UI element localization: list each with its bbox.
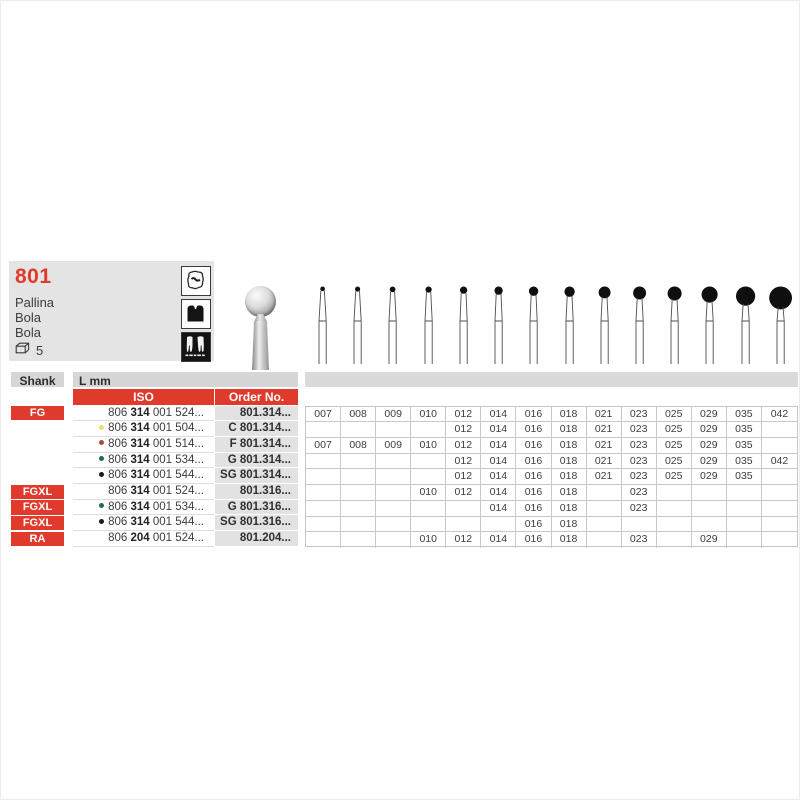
- length-header: L mm: [73, 372, 298, 387]
- product-name: Bola: [15, 325, 42, 340]
- size-cell-empty: [762, 517, 797, 533]
- iso-prefix: 806: [108, 437, 128, 450]
- size-cell-empty: [376, 517, 411, 533]
- size-cell-empty: [692, 517, 727, 533]
- size-cell-023: 023: [622, 485, 657, 501]
- size-cell-007: 007: [306, 407, 341, 423]
- pack-quantity: 5: [36, 342, 44, 358]
- iso-bold-part: 314: [130, 516, 150, 529]
- size-cell-010: 010: [411, 407, 446, 423]
- size-cell-empty: [587, 485, 622, 501]
- iso-cell: [73, 468, 214, 484]
- size-cell-empty: [341, 422, 376, 438]
- size-cell-empty: [341, 485, 376, 501]
- size-cell-empty: [622, 517, 657, 533]
- bur-silhouette-007: [305, 285, 340, 365]
- size-cell-018: 018: [552, 454, 587, 470]
- size-cell-018: 018: [552, 517, 587, 533]
- size-cell-023: 023: [622, 422, 657, 438]
- size-cell-empty: [376, 532, 411, 548]
- size-cell-empty: [657, 517, 692, 533]
- shank-badge-fgxl-row5: FGXL: [11, 485, 64, 499]
- size-cell-035: 035: [727, 407, 762, 423]
- size-cell-010: 010: [411, 438, 446, 454]
- iso-cell: [73, 453, 214, 469]
- size-cell-empty: [376, 422, 411, 438]
- size-cell-010: 010: [411, 485, 446, 501]
- size-cell-016: 016: [516, 532, 551, 548]
- size-cell-029: 029: [692, 422, 727, 438]
- iso-cell: [73, 500, 214, 516]
- size-cell-014: 014: [481, 454, 516, 470]
- bur-silhouette-009: [375, 285, 410, 365]
- size-cell-014: 014: [481, 532, 516, 548]
- iso-prefix: 806: [108, 500, 128, 513]
- size-cell-empty: [657, 501, 692, 517]
- size-availability-grid: [305, 406, 798, 548]
- iso-bold-part: 314: [130, 437, 150, 450]
- iso-suffix: 001 514...: [152, 437, 204, 450]
- size-cell-029: 029: [692, 532, 727, 548]
- size-cell-008: 008: [341, 407, 376, 423]
- size-cell-025: 025: [657, 454, 692, 470]
- bur-photo-shaft: [252, 321, 269, 370]
- size-cell-018: 018: [552, 438, 587, 454]
- size-cell-012: 012: [446, 532, 481, 548]
- grit-dot-black: [99, 472, 104, 477]
- size-cell-012: 012: [446, 438, 481, 454]
- size-cell-empty: [587, 532, 622, 548]
- size-cell-empty: [587, 517, 622, 533]
- size-cell-empty: [762, 485, 797, 501]
- order-number-cell: 801.314...: [215, 406, 298, 422]
- iso-bold-part: 314: [130, 453, 150, 466]
- size-cell-empty: [762, 501, 797, 517]
- size-cell-empty: [376, 469, 411, 485]
- size-cell-empty: [306, 454, 341, 470]
- size-cell-empty: [762, 422, 797, 438]
- iso-suffix: 001 544...: [152, 469, 204, 482]
- bur-silhouette-016: [516, 285, 551, 365]
- size-cell-empty: [446, 501, 481, 517]
- iso-bold-part: 314: [130, 406, 150, 419]
- iso-suffix: 001 504...: [152, 422, 204, 435]
- iso-prefix: 806: [108, 532, 128, 545]
- size-cell-023: 023: [622, 438, 657, 454]
- size-cell-035: 035: [727, 469, 762, 485]
- size-cell-014: 014: [481, 501, 516, 517]
- size-cell-042: 042: [762, 454, 797, 470]
- iso-cell: [73, 515, 214, 531]
- size-cell-014: 014: [481, 438, 516, 454]
- product-name: Bola: [15, 310, 42, 325]
- size-cell-016: 016: [516, 454, 551, 470]
- size-cell-empty: [376, 454, 411, 470]
- size-cell-016: 016: [516, 469, 551, 485]
- size-cell-021: 021: [587, 438, 622, 454]
- size-cell-empty: [587, 501, 622, 517]
- size-cell-empty: [762, 469, 797, 485]
- iso-prefix: 806: [108, 422, 128, 435]
- size-cell-empty: [341, 454, 376, 470]
- bur-silhouette-008: [340, 285, 375, 365]
- size-cell-014: 014: [481, 407, 516, 423]
- shank-badge-fg-row0: FG: [11, 406, 64, 420]
- size-cell-empty: [657, 532, 692, 548]
- size-cell-025: 025: [657, 469, 692, 485]
- bur-silhouette-012: [446, 285, 481, 365]
- bur-silhouette-042: [763, 285, 798, 365]
- grit-dot-green: [99, 503, 104, 508]
- size-cell-012: 012: [446, 407, 481, 423]
- iso-cell: [73, 437, 214, 453]
- size-cell-empty: [657, 485, 692, 501]
- iso-cell: [73, 406, 214, 422]
- size-cell-042: 042: [762, 407, 797, 423]
- order-number-cell: 801.204...: [215, 531, 298, 547]
- pack-quantity-row: [15, 341, 43, 359]
- size-cell-empty: [306, 469, 341, 485]
- size-cell-029: 029: [692, 454, 727, 470]
- shank-column-header: Shank: [11, 372, 64, 387]
- order-number-cell: G 801.314...: [215, 453, 298, 469]
- order-number-cell: G 801.316...: [215, 500, 298, 516]
- iso-suffix: 001 524...: [152, 485, 204, 497]
- size-cell-empty: [727, 517, 762, 533]
- size-cell-018: 018: [552, 422, 587, 438]
- size-cell-035: 035: [727, 454, 762, 470]
- size-cell-021: 021: [587, 469, 622, 485]
- bur-silhouette-010: [411, 285, 446, 365]
- iso-cell: [73, 421, 214, 437]
- bur-silhouette-023: [622, 285, 657, 365]
- size-cell-010: 010: [411, 532, 446, 548]
- iso-suffix: 001 524...: [152, 406, 204, 419]
- iso-column-header: ISO: [73, 389, 214, 405]
- size-cell-009: 009: [376, 438, 411, 454]
- size-cell-empty: [727, 485, 762, 501]
- size-cell-empty: [727, 501, 762, 517]
- iso-bold-part: 314: [130, 422, 150, 435]
- size-cell-empty: [411, 454, 446, 470]
- size-cell-empty: [306, 422, 341, 438]
- size-cell-empty: [762, 438, 797, 454]
- iso-suffix: 001 534...: [152, 453, 204, 466]
- size-cell-empty: [411, 501, 446, 517]
- size-cell-029: 029: [692, 407, 727, 423]
- size-cell-023: 023: [622, 407, 657, 423]
- shank-badge-fgxl-row7: FGXL: [11, 516, 64, 530]
- bur-silhouette-025: [657, 285, 692, 365]
- size-cell-029: 029: [692, 438, 727, 454]
- size-cell-023: 023: [622, 501, 657, 517]
- size-cell-018: 018: [552, 485, 587, 501]
- sizes-header-band: [305, 372, 798, 387]
- size-cell-empty: [411, 469, 446, 485]
- bur-silhouette-014: [481, 285, 516, 365]
- size-cell-empty: [446, 517, 481, 533]
- size-cell-016: 016: [516, 438, 551, 454]
- size-cell-empty: [306, 485, 341, 501]
- size-cell-014: 014: [481, 485, 516, 501]
- size-cell-empty: [341, 501, 376, 517]
- size-cell-012: 012: [446, 454, 481, 470]
- size-cell-empty: [376, 501, 411, 517]
- iso-cell: [73, 531, 214, 547]
- size-cell-035: 035: [727, 438, 762, 454]
- iso-suffix: 001 524...: [152, 532, 204, 545]
- package-icon: [15, 341, 30, 359]
- size-cell-023: 023: [622, 454, 657, 470]
- size-cell-007: 007: [306, 438, 341, 454]
- size-cell-018: 018: [552, 501, 587, 517]
- size-cell-025: 025: [657, 422, 692, 438]
- size-cell-empty: [341, 532, 376, 548]
- order-column-header: Order No.: [215, 389, 298, 405]
- bur-silhouette-035: [728, 285, 763, 365]
- iso-prefix: 806: [108, 485, 128, 497]
- order-number-cell: C 801.314...: [215, 421, 298, 437]
- size-cell-empty: [341, 469, 376, 485]
- size-cell-empty: [306, 501, 341, 517]
- size-cell-016: 016: [516, 407, 551, 423]
- order-number-cell: 801.316...: [215, 484, 298, 500]
- size-cell-023: 023: [622, 532, 657, 548]
- size-cell-018: 018: [552, 532, 587, 548]
- shank-badge-fgxl-row6: FGXL: [11, 500, 64, 514]
- size-cell-021: 021: [587, 407, 622, 423]
- grit-dot-yellow: [99, 425, 104, 430]
- iso-prefix: 806: [108, 453, 128, 466]
- size-cell-021: 021: [587, 454, 622, 470]
- bur-silhouette-018: [552, 285, 587, 365]
- size-cell-012: 012: [446, 469, 481, 485]
- size-cell-014: 014: [481, 422, 516, 438]
- iso-suffix: 001 534...: [152, 500, 204, 513]
- grit-dot-green: [99, 456, 104, 461]
- size-cell-021: 021: [587, 422, 622, 438]
- size-cell-016: 016: [516, 501, 551, 517]
- size-cell-018: 018: [552, 469, 587, 485]
- shank-badge-ra-row8: RA: [11, 532, 64, 546]
- iso-prefix: 806: [108, 469, 128, 482]
- size-cell-014: 014: [481, 469, 516, 485]
- grit-dot-red: [99, 440, 104, 445]
- iso-bold-part: 314: [130, 485, 150, 497]
- iso-bold-part: 314: [130, 469, 150, 482]
- bur-photo-ball: [245, 286, 276, 317]
- size-cell-023: 023: [622, 469, 657, 485]
- size-cell-035: 035: [727, 422, 762, 438]
- size-cell-029: 029: [692, 469, 727, 485]
- size-cell-empty: [692, 485, 727, 501]
- size-cell-empty: [692, 501, 727, 517]
- product-number: 801: [15, 265, 52, 288]
- size-cell-empty: [306, 517, 341, 533]
- size-cell-empty: [376, 485, 411, 501]
- size-cell-empty: [411, 517, 446, 533]
- size-cell-empty: [481, 517, 516, 533]
- size-cell-empty: [411, 422, 446, 438]
- iso-cell: [73, 484, 214, 500]
- product-name-list: [15, 295, 54, 340]
- size-cell-025: 025: [657, 438, 692, 454]
- order-number-cell: SG 801.314...: [215, 468, 298, 484]
- size-cell-012: 012: [446, 485, 481, 501]
- iso-prefix: 806: [108, 516, 128, 529]
- size-cell-empty: [306, 532, 341, 548]
- iso-bold-part: 314: [130, 500, 150, 513]
- bur-silhouette-029: [692, 285, 727, 365]
- size-cell-empty: [341, 517, 376, 533]
- size-cell-016: 016: [516, 485, 551, 501]
- size-cell-012: 012: [446, 422, 481, 438]
- order-number-cell: F 801.314...: [215, 437, 298, 453]
- size-cell-018: 018: [552, 407, 587, 423]
- size-cell-016: 016: [516, 517, 551, 533]
- iso-bold-part: 204: [130, 532, 150, 545]
- size-cell-empty: [727, 532, 762, 548]
- size-cell-016: 016: [516, 422, 551, 438]
- iso-prefix: 806: [108, 406, 128, 419]
- grit-dot-black: [99, 519, 104, 524]
- tooth-roots-icon: [181, 332, 211, 362]
- iso-suffix: 001 544...: [152, 516, 204, 529]
- occlusal-tooth-icon: [181, 266, 211, 296]
- molar-crown-icon: [181, 299, 211, 329]
- order-number-cell: SG 801.316...: [215, 515, 298, 531]
- bur-silhouette-021: [587, 285, 622, 365]
- product-name: Pallina: [15, 295, 55, 310]
- size-cell-empty: [762, 532, 797, 548]
- size-cell-008: 008: [341, 438, 376, 454]
- size-cell-009: 009: [376, 407, 411, 423]
- size-cell-025: 025: [657, 407, 692, 423]
